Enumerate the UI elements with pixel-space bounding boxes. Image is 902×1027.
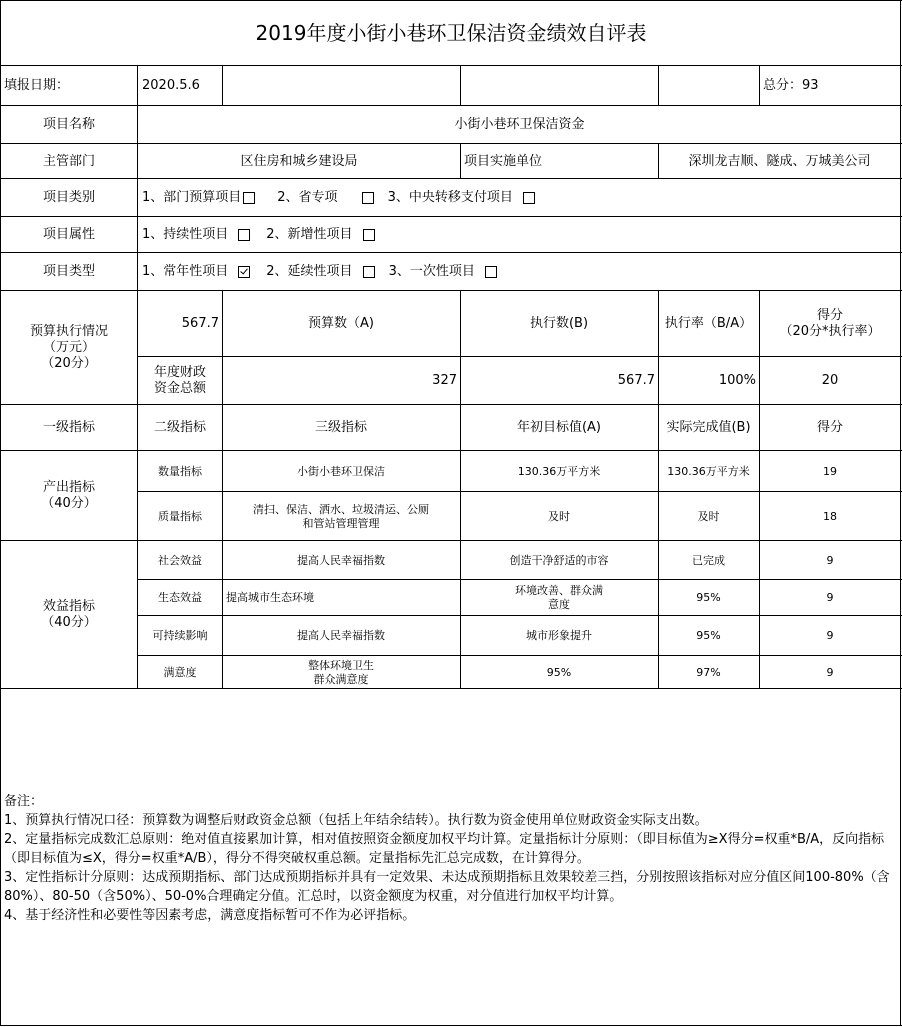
score-header: 得分 xyxy=(816,420,843,435)
department-label: 主管部门 xyxy=(42,153,95,169)
table-cell: 已完成 xyxy=(692,553,725,567)
grid-line xyxy=(138,491,902,492)
table-cell: 19 xyxy=(823,464,837,478)
budget-value: 327 xyxy=(432,373,457,388)
actual-header: 实际完成值(B) xyxy=(666,420,751,435)
table-cell: 清扫、保洁、洒水、垃圾清运、公厕 和管站管理管理 xyxy=(253,502,429,530)
grid-line xyxy=(0,404,902,405)
grid-line xyxy=(0,688,902,689)
table-cell: 提高人民幸福指数 xyxy=(297,629,385,642)
checkbox[interactable] xyxy=(363,266,375,278)
total-score: 总分：93 xyxy=(763,78,819,93)
checkbox[interactable] xyxy=(243,192,255,204)
grid-line xyxy=(0,178,902,179)
note-line: 1、预算执行情况口径：预算数为调整后财政资金总额（包括上年结余结转）。执行数为资金使用单位财政资金实际支出数。 xyxy=(4,813,708,828)
rate-col-header: 执行率（B/A） xyxy=(664,316,753,331)
checkbox[interactable] xyxy=(523,192,535,204)
grid-line xyxy=(0,143,902,144)
project-type-options xyxy=(138,253,901,291)
grid-line xyxy=(138,615,902,616)
budget-amount: 567.7 xyxy=(181,316,219,331)
department-value: 区住房和城乡建设局 xyxy=(240,153,358,169)
table-cell: 9 xyxy=(826,591,834,604)
report-date-label: 填报日期： xyxy=(4,78,70,93)
table-cell: 提高城市生态环境 xyxy=(226,591,314,604)
budget-score-value: 20 xyxy=(821,373,839,388)
table-cell: 9 xyxy=(826,553,834,567)
grid-line xyxy=(222,65,223,106)
table-cell: 95% xyxy=(696,629,721,642)
grid-line xyxy=(0,0,1,1026)
exec-value: 567.7 xyxy=(617,373,655,388)
rate-value: 100% xyxy=(718,373,756,388)
note-line: 3、定性指标计分原则：达成预期指标、部门达成预期指标并具有一定效果、未达成预期指标且效果较差三挡，分别按照该指标对应分值区间100-80%（含80%）、80-50（含50%）、50-0%合理确定分值。汇总时，以资金额度为权重，对分值进行加权平均计算。 xyxy=(4,870,890,904)
table-cell: 数量指标 xyxy=(158,464,202,478)
table-cell: 城市形象提升 xyxy=(526,629,592,642)
grid-line xyxy=(900,0,901,1026)
grid-line xyxy=(0,252,902,253)
grid-line xyxy=(759,65,760,106)
annual-fund-label: 年度财政 资金总额 xyxy=(153,365,206,396)
project-name-value: 小街小巷环卫保洁资金 xyxy=(454,117,585,132)
type-option: 2、延续性项目 xyxy=(266,264,353,279)
impl-unit-label: 项目实施单位 xyxy=(464,153,543,169)
category-option: 1、部门预算项目 xyxy=(142,190,242,205)
table-cell: 130.36万平方米 xyxy=(667,464,750,478)
project-type-label: 项目类型 xyxy=(42,264,95,279)
project-attribute-options xyxy=(138,217,901,253)
table-cell: 创造干净舒适的市容 xyxy=(509,553,609,567)
checkbox[interactable] xyxy=(362,192,374,204)
table-cell: 9 xyxy=(826,665,834,679)
budget-col-header: 预算数（A) xyxy=(308,316,374,331)
grid-line xyxy=(0,1025,902,1026)
level2-header: 二级指标 xyxy=(153,420,206,435)
category-option: 3、中央转移支付项目 xyxy=(387,190,513,205)
attribute-option: 1、持续性项目 xyxy=(142,227,229,242)
checkbox[interactable] xyxy=(238,229,250,241)
table-cell: 满意度 xyxy=(163,665,197,679)
impl-unit-value: 深圳龙吉顺、隧成、万城美公司 xyxy=(688,153,871,169)
table-cell: 及时 xyxy=(697,509,720,523)
grid-line xyxy=(138,655,902,656)
table-cell: 质量指标 xyxy=(158,509,202,523)
grid-line xyxy=(658,65,659,106)
output-indicator-label: 产出指标 （40分） xyxy=(41,480,97,511)
table-cell: 97% xyxy=(696,665,721,679)
benefit-indicator-label: 效益指标 （40分） xyxy=(41,599,97,630)
checkbox[interactable] xyxy=(238,266,250,278)
table-cell: 130.36万平方米 xyxy=(517,464,601,478)
category-option: 2、省专项 xyxy=(277,190,338,205)
project-category-options xyxy=(138,179,901,217)
score-col-header: 得分 （20分*执行率） xyxy=(779,308,881,339)
table-cell: 生态效益 xyxy=(158,591,202,604)
grid-line xyxy=(0,540,902,541)
grid-line xyxy=(137,65,138,689)
grid-line xyxy=(658,143,659,179)
attribute-option: 2、新增性项目 xyxy=(266,227,353,242)
table-cell: 社会效益 xyxy=(158,553,202,567)
table-cell: 18 xyxy=(823,509,837,523)
checkbox[interactable] xyxy=(363,229,375,241)
grid-line xyxy=(138,579,902,580)
budget-execution-label: 预算执行情况 （万元） （20分） xyxy=(29,324,108,371)
note-line: 备注： xyxy=(4,794,44,809)
note-line: 2、定量指标完成数汇总原则：绝对值直接累加计算，相对值按照资金额度加权平均计算。定量指标计分原则：（即目标值为≥X得分=权重*B/A，反向指标（即目标值为≤X，得分=权重*A/B），得分不得突破权重总额。定量指标先汇总完成数，在计算得分。 xyxy=(4,832,885,866)
table-cell: 环境改善、群众满 意度 xyxy=(515,584,603,611)
report-date-value: 2020.5.6 xyxy=(142,78,200,93)
level3-header: 三级指标 xyxy=(314,420,367,435)
grid-line xyxy=(0,0,902,1)
table-cell: 95% xyxy=(696,591,721,604)
type-option: 3、一次性项目 xyxy=(388,264,475,279)
notes-block xyxy=(4,792,898,925)
grid-line xyxy=(460,290,461,689)
grid-line xyxy=(222,290,223,689)
table-cell: 9 xyxy=(826,629,834,642)
grid-line xyxy=(759,290,760,689)
project-name-label: 项目名称 xyxy=(42,117,95,132)
exec-col-header: 执行数(B) xyxy=(529,316,589,331)
grid-line xyxy=(0,216,902,217)
grid-line xyxy=(0,450,902,451)
table-cell: 小街小巷环卫保洁 xyxy=(297,464,385,478)
project-attribute-label: 项目属性 xyxy=(42,227,95,242)
project-category-label: 项目类别 xyxy=(42,190,95,205)
level1-header: 一级指标 xyxy=(42,420,95,435)
target-header: 年初目标值(A) xyxy=(516,420,602,435)
grid-line xyxy=(138,356,902,357)
checkbox[interactable] xyxy=(485,266,497,278)
grid-line xyxy=(460,143,461,179)
type-option: 1、常年性项目 xyxy=(142,264,229,279)
table-cell: 可持续影响 xyxy=(152,629,208,642)
grid-line xyxy=(0,65,902,66)
table-cell: 整体环境卫生 群众满意度 xyxy=(308,658,374,686)
table-cell: 95% xyxy=(546,665,572,679)
grid-line xyxy=(0,290,902,291)
sheet-title: 2019年度小街小巷环卫保洁资金绩效自评表 xyxy=(255,21,647,45)
table-cell: 及时 xyxy=(548,509,570,523)
grid-line xyxy=(658,290,659,689)
grid-line xyxy=(460,65,461,106)
note-line: 4、基于经济性和必要性等因素考虑，满意度指标暂可不作为必评指标。 xyxy=(4,908,416,923)
table-cell: 提高人民幸福指数 xyxy=(297,553,385,567)
grid-line xyxy=(0,105,902,106)
